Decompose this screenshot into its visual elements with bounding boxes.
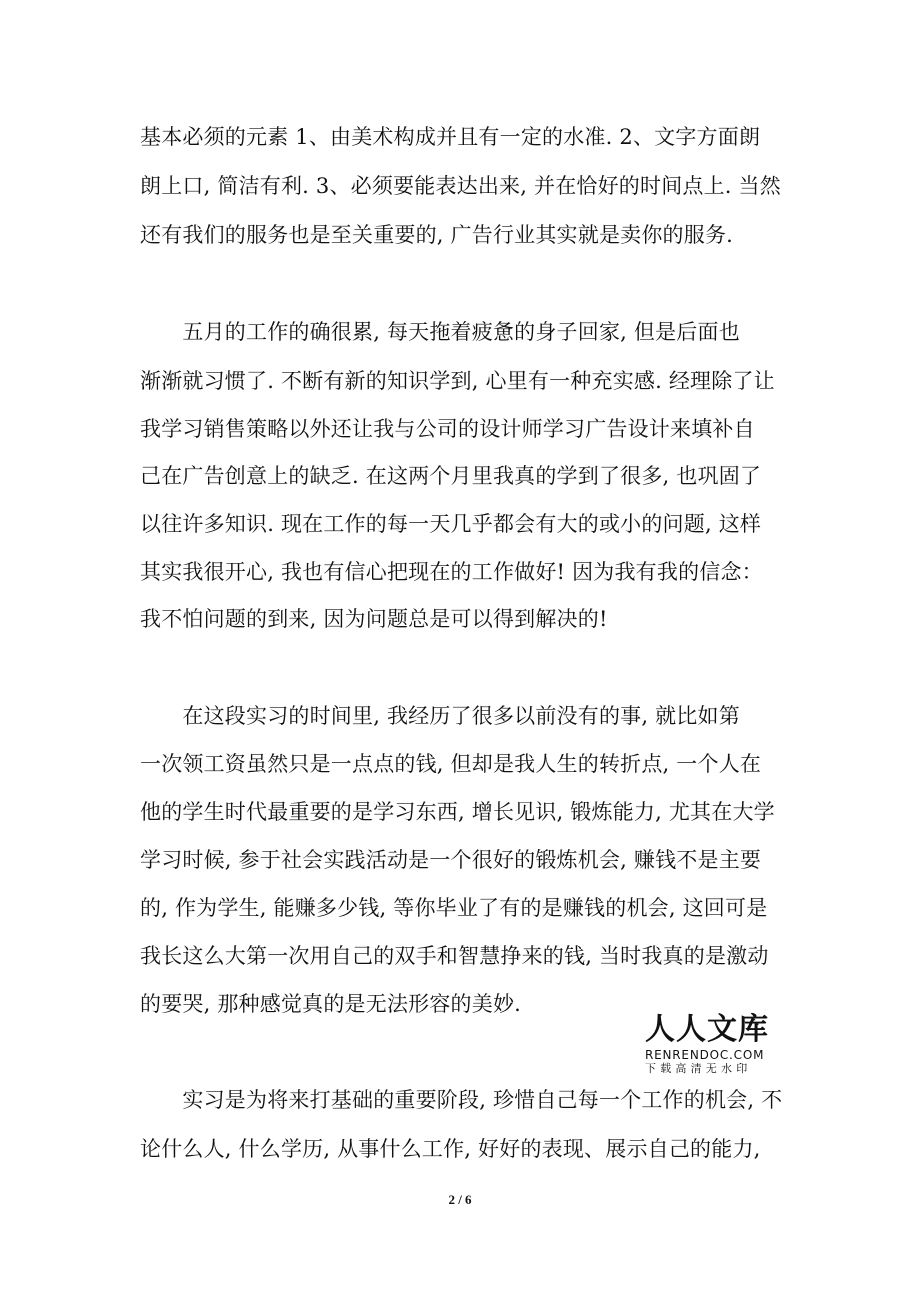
renrendoc-watermark-logo	[645, 1012, 775, 1076]
watermark-domain: RENRENDOC.COM	[645, 1048, 765, 1062]
paragraph-2-line-2: 渐渐就习惯了. 不断有新的知识学到, 心里有一种充实感. 经理除了让	[140, 369, 775, 393]
paragraph-2-line-6: 其实我很开心, 我也有信心把现在的工作做好! 因为我有我的信念：	[140, 560, 763, 584]
paragraph-2-line-5: 以往许多知识. 现在工作的每一天几乎都会有大的或小的问题, 这样	[140, 512, 762, 536]
paragraph-3-line-2: 一次领工资虽然只是一点点的钱, 但却是我人生的转折点, 一个人在	[140, 752, 762, 776]
paragraph-4-line-1: 实习是为将来打基础的重要阶段, 珍惜自己每一个工作的机会, 不	[140, 1088, 783, 1112]
paragraph-3-line-4: 学习时候, 参于社会实践活动是一个很好的锻炼机会, 赚钱不是主要	[140, 848, 762, 872]
page-number: 2 / 6	[448, 1192, 472, 1207]
paragraph-3-line-1: 在这段实习的时间里, 我经历了很多以前没有的事, 就比如第	[140, 704, 740, 728]
watermark-title: 人人文库	[645, 1012, 769, 1047]
paragraph-3-line-7: 的要哭, 那种感觉真的是无法形容的美妙.	[140, 992, 522, 1016]
paragraph-2-line-4: 己在广告创意上的缺乏. 在这两个月里我真的学到了很多, 也巩固了	[140, 464, 762, 488]
paragraph-3-line-6: 我长这么大第一次用自己的双手和智慧挣来的钱, 当时我真的是激动	[140, 944, 769, 968]
paragraph-3-line-3: 他的学生时代最重要的是学习东西, 增长见识, 锻炼能力, 尤其在大学	[140, 800, 775, 824]
paragraph-1-line-3: 还有我们的服务也是至关重要的, 广告行业其实就是卖你的服务.	[140, 223, 734, 247]
watermark-subtitle: 下载高清无水印	[645, 1062, 752, 1075]
paragraph-1-line-2: 朗上口, 简洁有利. 3、必须要能表达出来, 并在恰好的时间点上. 当然	[140, 174, 781, 198]
paragraph-3-line-5: 的, 作为学生, 能赚多少钱, 等你毕业了有的是赚钱的机会, 这回可是	[140, 896, 768, 920]
paragraph-1-line-1: 基本必须的元素 1、由美术构成并且有一定的水准. 2、文字方面朗	[140, 125, 761, 149]
paragraph-2-line-3: 我学习销售策略以外还让我与公司的设计师学习广告设计来填补自	[140, 417, 755, 441]
paragraph-4-line-2: 论什么人, 什么学历, 从事什么工作, 好好的表现、展示自己的能力,	[140, 1137, 761, 1161]
paragraph-2-line-1: 五月的工作的确很累, 每天拖着疲惫的身子回家, 但是后面也	[140, 320, 740, 344]
paragraph-2-line-7: 我不怕问题的到来, 因为问题总是可以得到解决的!	[140, 607, 608, 631]
